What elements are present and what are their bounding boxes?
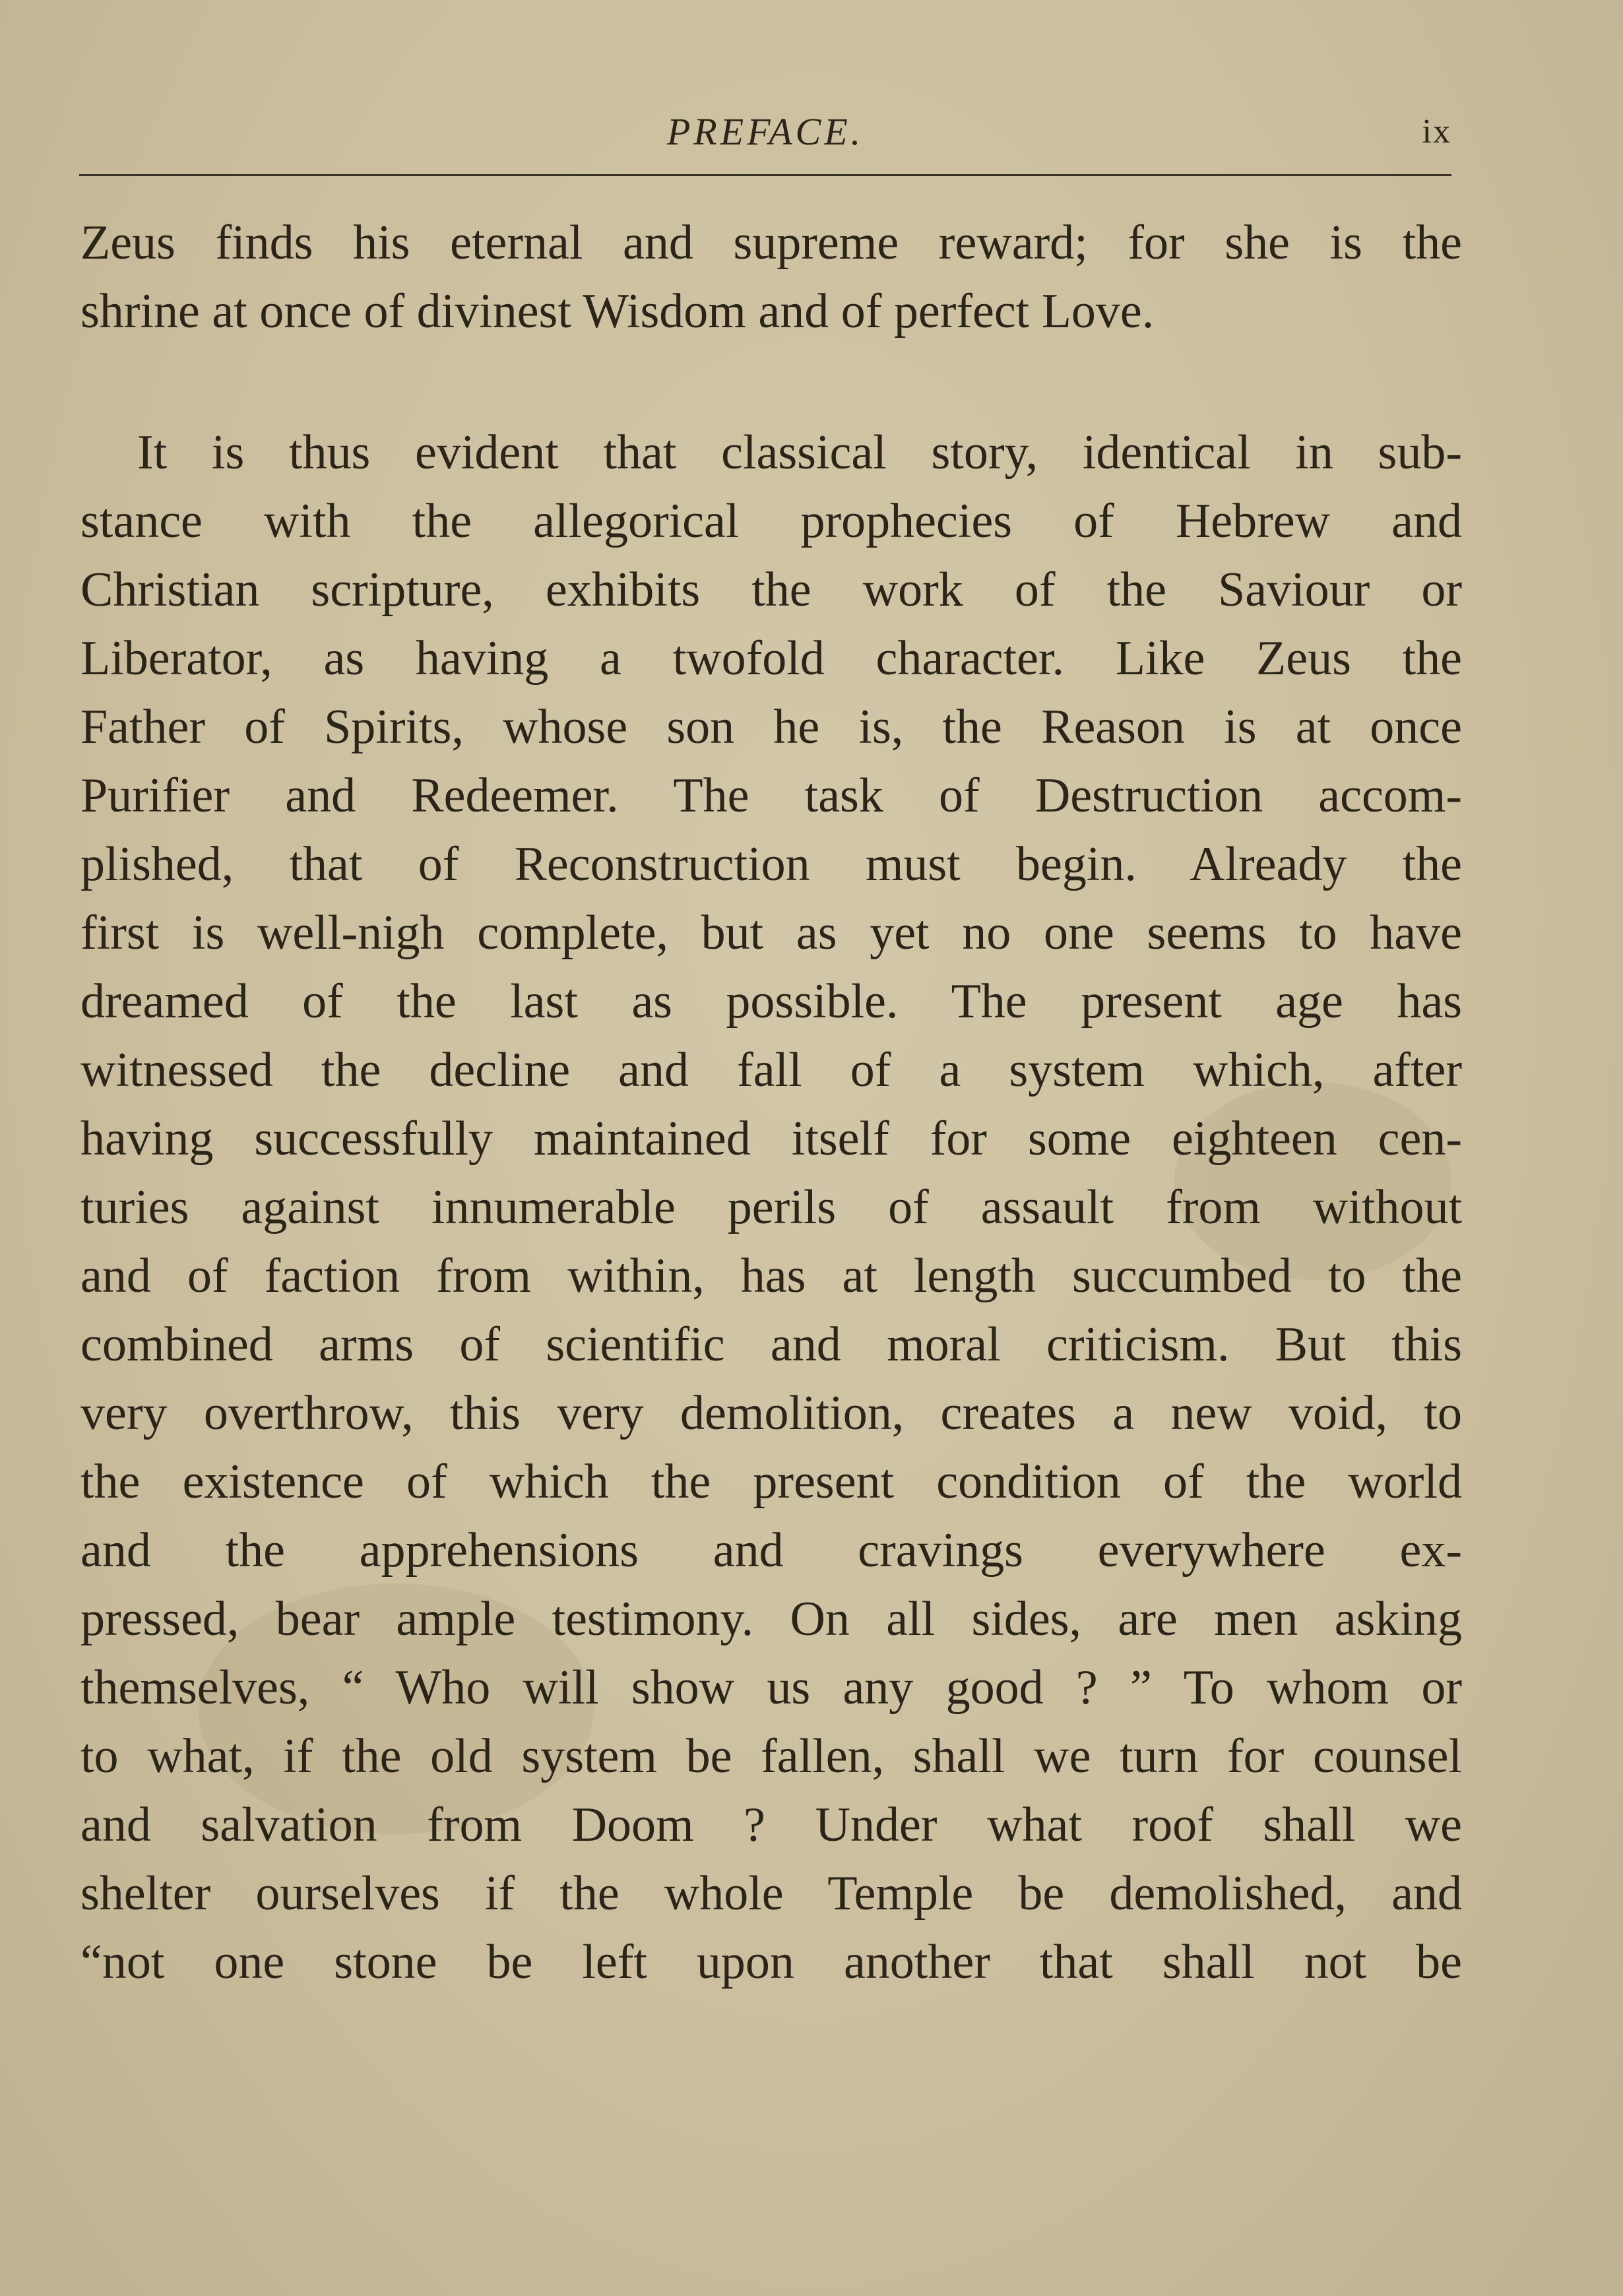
text-line: stance with the allegorical prophecies of Hebrew and	[80, 494, 1462, 548]
text-line: turies against innumerable perils of assault from without	[80, 1180, 1462, 1234]
text-line: It is thus evident that classical story, identical in sub-	[137, 426, 1462, 480]
running-title: PREFACE.	[666, 110, 864, 153]
text-line: first is well-nigh complete, but as yet no one seems to have	[80, 906, 1462, 960]
text-line: Zeus finds his eternal and supreme reward; for she is the	[80, 216, 1462, 270]
text-line: the existence of which the present condition of the world	[80, 1455, 1462, 1509]
body-text	[80, 208, 1462, 1996]
text-line: Christian scripture, exhibits the work of the Saviour or	[80, 563, 1462, 617]
text-line: witnessed the decline and fall of a system which, after	[80, 1043, 1462, 1097]
text-line: dreamed of the last as possible. The present age has	[80, 974, 1462, 1029]
text-line: plished, that of Reconstruction must begin. Already the	[80, 837, 1462, 891]
text-line: Liberator, as having a twofold character. Like Zeus the	[80, 631, 1462, 686]
text-line: Father of Spirits, whose son he is, the Reason is at once	[80, 700, 1462, 754]
text-line: having successfully maintained itself for some eighteen cen-	[80, 1112, 1462, 1166]
text-line: and salvation from Doom ? Under what roof shall we	[80, 1798, 1462, 1852]
text-line: shelter ourselves if the whole Temple be demolished, and	[80, 1866, 1462, 1921]
text-line: very overthrow, this very demolition, creates a new void, to	[80, 1386, 1462, 1440]
paragraph-1	[80, 208, 1462, 346]
running-head	[79, 106, 1451, 158]
header-rule	[79, 174, 1451, 176]
paragraph-2	[80, 418, 1462, 1996]
page-number: ix	[1422, 113, 1451, 150]
text-line: combined arms of scientific and moral criticism. But this	[80, 1318, 1462, 1372]
text-line: to what, if the old system be fallen, shall we turn for counsel	[80, 1729, 1462, 1783]
text-line: Purifier and Redeemer. The task of Destruction accom-	[80, 769, 1462, 823]
text-line: themselves, “ Who will show us any good ? ” To whom or	[80, 1661, 1462, 1715]
paragraph-gap	[80, 346, 1462, 418]
text-line: shrine at once of divinest Wisdom and of perfect Love.	[80, 284, 1155, 338]
text-line: and the apprehensions and cravings everywhere ex-	[80, 1523, 1462, 1578]
text-line: “not one stone be left upon another that shall not be	[80, 1935, 1462, 1989]
text-line: and of faction from within, has at length succumbed to the	[80, 1249, 1462, 1303]
text-line: pressed, bear ample testimony. On all sides, are men asking	[80, 1592, 1462, 1646]
